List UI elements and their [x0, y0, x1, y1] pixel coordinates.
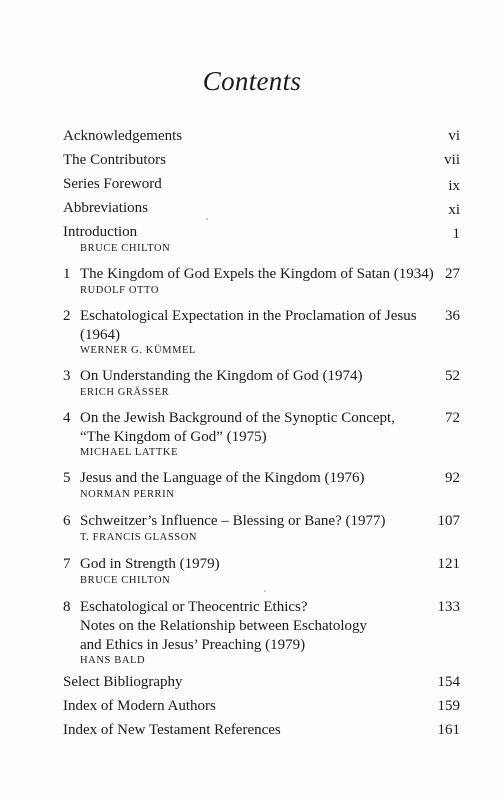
toc-entry-index-authors-page: 159 [437, 698, 460, 714]
toc-entry-introduction-label: Introduction [63, 224, 138, 240]
print-speck [206, 218, 208, 220]
chapter-3-author: ERICH GRÄSSER [80, 387, 170, 398]
chapter-3-number: 3 [63, 368, 71, 384]
chapter-2-page: 36 [445, 308, 460, 324]
chapter-4-title-line-2: “The Kingdom of God” (1975) [80, 429, 267, 445]
chapter-1-number: 1 [63, 266, 71, 282]
chapter-3-title-line-1: On Understanding the Kingdom of God (1974) [80, 368, 363, 384]
toc-entry-series-foreword-label: Series Foreword [63, 176, 162, 192]
chapter-6-title-line-1: Schweitzer’s Influence – Blessing or Bane? (1977) [80, 513, 386, 529]
toc-entry-acknowledgements-label: Acknowledgements [63, 128, 183, 144]
toc-entry-contributors-label: The Contributors [63, 152, 166, 168]
chapter-8-page: 133 [437, 599, 460, 615]
chapter-1-title-line-1: The Kingdom of God Expels the Kingdom of Satan (1934) [80, 266, 434, 282]
chapter-5-title-line-1: Jesus and the Language of the Kingdom (1976) [80, 470, 365, 486]
toc-entry-contributors-page: vii [444, 152, 460, 168]
chapter-5-page: 92 [445, 470, 460, 486]
chapter-7-page: 121 [437, 556, 460, 572]
toc-entry-abbreviations-label: Abbreviations [63, 200, 148, 216]
toc-entry-series-foreword-page: ix [448, 178, 460, 194]
toc-entry-index-nt-page: 161 [437, 722, 460, 738]
toc-entry-introduction-page: 1 [452, 226, 460, 242]
chapter-1-author: RUDOLF OTTO [80, 285, 160, 296]
print-speck [264, 590, 266, 592]
chapter-4-page: 72 [445, 410, 460, 426]
chapter-4-title-line-1: On the Jewish Background of the Synoptic Concept, [80, 410, 395, 426]
toc-entry-index-authors-label: Index of Modern Authors [63, 698, 216, 714]
toc-entry-bibliography-label: Select Bibliography [63, 674, 183, 690]
chapter-5-author: NORMAN PERRIN [80, 489, 175, 500]
chapter-8-title-line-3: and Ethics in Jesus’ Preaching (1979) [80, 637, 306, 653]
chapter-3-page: 52 [445, 368, 460, 384]
chapter-2-number: 2 [63, 308, 71, 324]
chapter-4-number: 4 [63, 410, 71, 426]
chapter-8-author: HANS BALD [80, 655, 146, 666]
chapter-2-author: WERNER G. KÜMMEL [80, 345, 197, 356]
chapter-8-number: 8 [63, 599, 71, 615]
toc-entry-introduction-author: BRUCE CHILTON [80, 243, 171, 254]
toc-entry-abbreviations-page: xi [448, 202, 460, 218]
chapter-8-title-line-1: Eschatological or Theocentric Ethics? [80, 599, 308, 615]
chapter-2-title-line-2: (1964) [80, 327, 120, 343]
chapter-7-number: 7 [63, 556, 71, 572]
chapter-4-author: MICHAEL LATTKE [80, 447, 179, 458]
chapter-6-number: 6 [63, 513, 71, 529]
chapter-7-author: BRUCE CHILTON [80, 575, 171, 586]
chapter-8-title-line-2: Notes on the Relationship between Eschatology [80, 618, 368, 634]
toc-entry-index-nt-label: Index of New Testament References [63, 722, 281, 738]
toc-entry-acknowledgements-page: vi [448, 128, 460, 144]
chapter-6-author: T. FRANCIS GLASSON [80, 532, 198, 543]
chapter-6-page: 107 [437, 513, 460, 529]
page-title: Contents [202, 66, 302, 96]
chapter-7-title-line-1: God in Strength (1979) [80, 556, 220, 572]
chapter-1-page: 27 [445, 266, 460, 282]
chapter-5-number: 5 [63, 470, 71, 486]
toc-entry-bibliography-page: 154 [437, 674, 460, 690]
chapter-2-title-line-1: Eschatological Expectation in the Proclamation of Jesus [80, 308, 417, 324]
